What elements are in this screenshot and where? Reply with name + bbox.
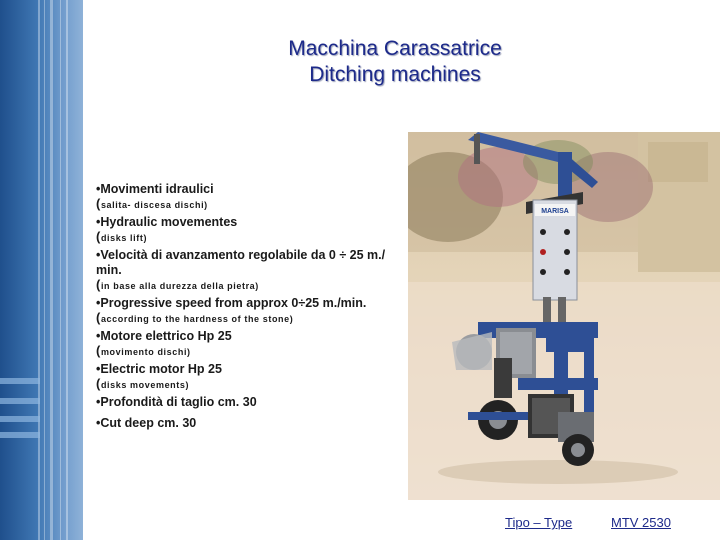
- model-number: MTV 2530: [611, 515, 671, 530]
- sidebar-block: [0, 416, 40, 422]
- sidebar-decoration: [0, 0, 83, 540]
- title-line-1: Macchina Carassatrice: [288, 37, 502, 60]
- machine-photo: [408, 132, 720, 500]
- spec-note: (disks lift): [96, 229, 148, 244]
- brand-label: MARISA: [541, 208, 569, 215]
- spec-item: •Motore elettrico Hp 25: [96, 329, 232, 343]
- spec-item: •Progressive speed from approx 0÷25 m./min.: [96, 296, 367, 310]
- sidebar-stripe: [38, 0, 40, 540]
- sidebar-stripe: [50, 0, 53, 540]
- title-line-2: Ditching machines: [309, 63, 481, 86]
- spec-item: •Cut deep cm. 30: [96, 416, 197, 430]
- spec-note: (salita- discesa dischi): [96, 196, 208, 211]
- sidebar-block: [0, 398, 40, 404]
- spec-note: (movimento dischi): [96, 343, 191, 358]
- sidebar-stripe: [60, 0, 61, 540]
- spec-note: (in base alla durezza della pietra): [96, 277, 259, 292]
- sidebar-stripe: [44, 0, 45, 540]
- footer: [505, 515, 720, 535]
- sidebar-block: [0, 378, 40, 384]
- spec-list: [96, 182, 406, 431]
- sidebar-block: [0, 432, 40, 438]
- spec-item: •Movimenti idraulici: [96, 182, 214, 196]
- spec-item: •Electric motor Hp 25: [96, 362, 222, 376]
- spec-item: •Velocità di avanzamento regolabile da 0 ÷ 25 m./ min.: [96, 248, 386, 277]
- spec-item: •Profondità di taglio cm. 30: [96, 395, 257, 409]
- spec-item: •Hydraulic movementes: [96, 215, 238, 229]
- spec-note: (disks movements): [96, 376, 190, 391]
- type-label: Tipo – Type: [505, 515, 573, 530]
- spec-note: (according to the hardness of the stone): [96, 310, 294, 325]
- sidebar-stripe: [66, 0, 68, 540]
- slide-title: [200, 36, 590, 88]
